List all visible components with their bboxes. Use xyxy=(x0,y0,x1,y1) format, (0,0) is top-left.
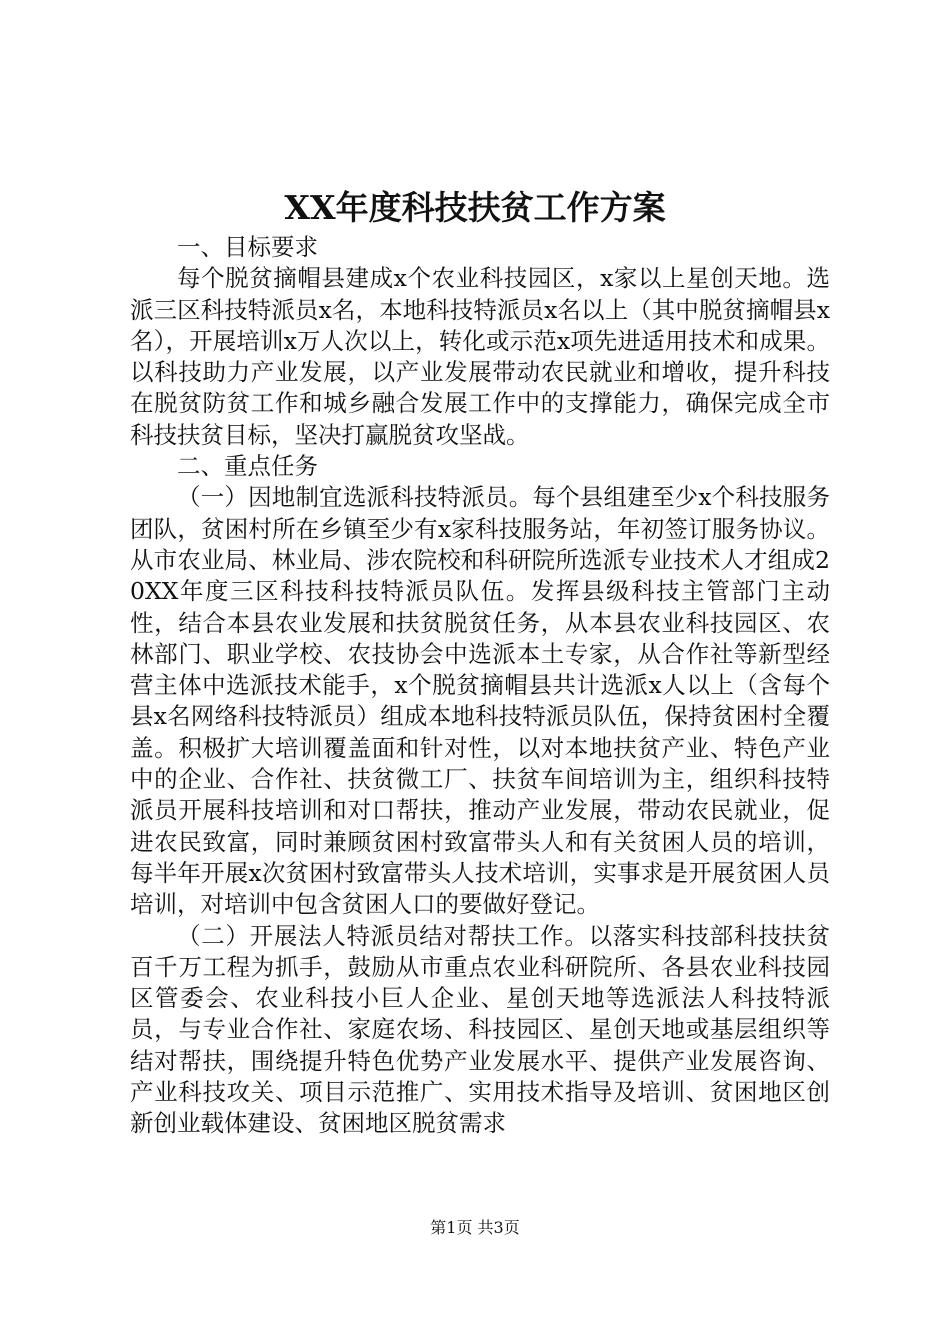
paragraph-goals: 每个脱贫摘帽县建成x个农业科技园区，x家以上星创天地。选派三区科技特派员x名，本地科技特派员x名以上（其中脱贫摘帽县x名），开展培训x万人次以上，转化或示范x项先进适用技术和成果。以科技助力产业发展，以产业发展带动农民就业和增收，提升科技在脱贫防贫工作和城乡融合发展工作中的支撑能力，确保完成全市科技扶贫目标，坚决打赢脱贫攻坚战。 xyxy=(130,264,830,449)
page-footer: 第1页 共3页 xyxy=(430,1218,520,1237)
paragraph-task-2: （二）开展法人特派员结对帮扶工作。以落实科技部科技扶贫百千万工程为抓手，鼓励从市重点农业科研院所、各县农业科技园区管委会、农业科技小巨人企业、星创天地等选派法人科技特派员，与专业合作社、家庭农场、科技园区、星创天地或基层组织等结对帮扶，围绕提升特色优势产业发展水平、提供产业发展咨询、产业科技攻关、项目示范推广、实用技术指导及培训、贫困地区创新创业载体建设、贫困地区脱贫需求 xyxy=(130,921,830,1138)
document-title: XX年度科技扶贫工作方案 xyxy=(284,188,666,227)
paragraph-task-1: （一）因地制宜选派科技特派员。每个县组建至少x个科技服务团队，贫困村所在乡镇至少有x家科技服务站，年初签订服务协议。从市农业局、林业局、涉农院校和科研院所选派专业技术人才组成20XX年度三区科技科技特派员队伍。发挥县级科技主管部门主动性，结合本县农业发展和扶贫脱贫任务，从本县农业科技园区、农林部门、职业学校、农技协会中选派本土专家，从合作社等新型经营主体中选派技术能手，x个脱贫摘帽县共计选派x人以上（含每个县x名网络科技特派员）组成本地科技特派员队伍，保持贫困村全覆盖。积极扩大培训覆盖面和针对性，以对本地扶贫产业、特色产业中的企业、合作社、扶贫微工厂、扶贫车间培训为主，组织科技特派员开展科技培训和对口帮扶，推动产业发展，带动农民就业，促进农民致富，同时兼顾贫困村致富带头人和有关贫困人员的培训，每半年开展x次贫困村致富带头人技术培训，实事求是开展贫困人员培训，对培训中包含贫困人口的要做好登记。 xyxy=(130,483,830,919)
section-heading-tasks: 二、重点任务 xyxy=(177,452,318,481)
document-body xyxy=(130,232,830,1140)
section-heading-goals: 一、目标要求 xyxy=(177,233,318,261)
